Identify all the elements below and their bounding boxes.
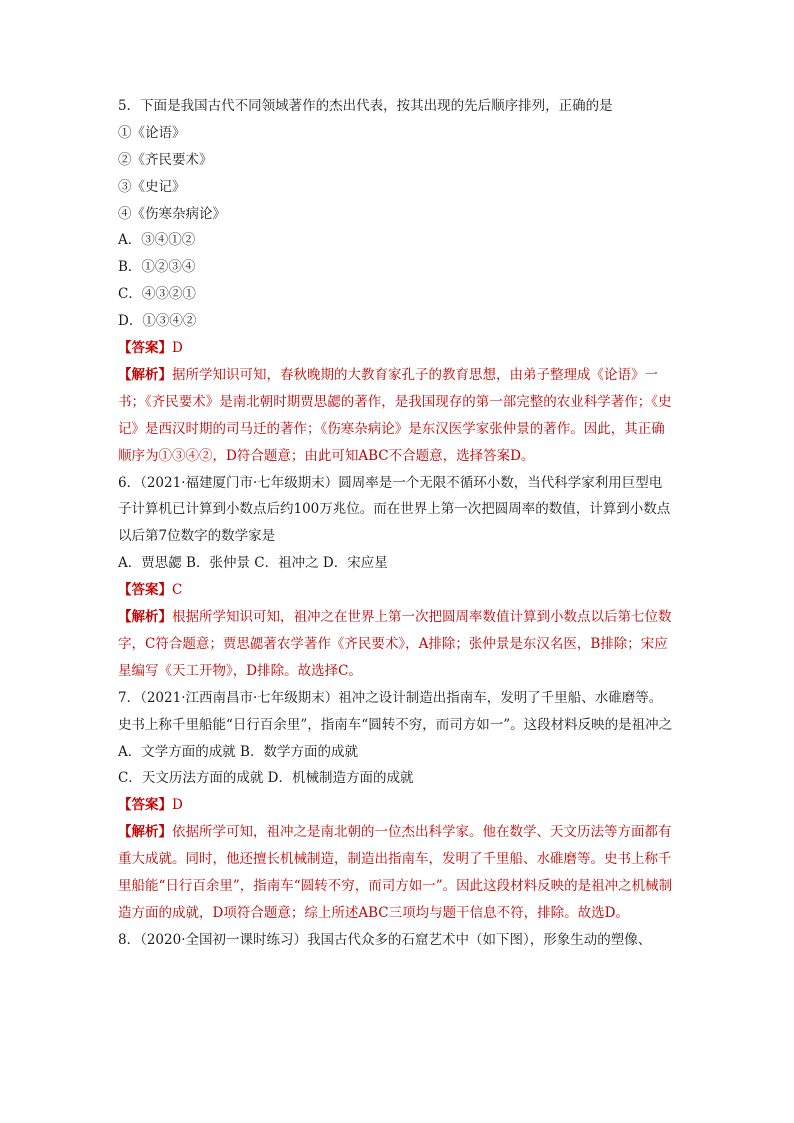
- question-5-item-3: ③《史记》: [118, 178, 186, 195]
- question-5-answer: [118, 335, 674, 362]
- question-5-option-c: C．④③②①: [118, 286, 196, 303]
- question-5-item-4: ④《伤寒杂病论》: [118, 205, 226, 222]
- question-5-option-a: A．③④①②: [118, 232, 196, 249]
- question-7-options-row-1: A．文学方面的成就 B．数学方面的成就: [118, 743, 358, 760]
- answer-tag: 【答案】: [118, 582, 172, 599]
- question-6-answer: [118, 577, 674, 604]
- question-5-item-1: ①《论语》: [118, 124, 186, 141]
- question-6-analysis: [118, 604, 674, 685]
- question-5-stem: 5．下面是我国古代不同领域著作的杰出代表，按其出现的先后顺序排列，正确的是: [118, 98, 613, 114]
- analysis-tag: 【解析】: [118, 366, 172, 383]
- question-content: [118, 93, 674, 954]
- analysis-tag: 【解析】: [118, 824, 172, 841]
- answer-value: C: [172, 582, 183, 599]
- question-5-item-2: ②《齐民要术》: [118, 151, 213, 168]
- question-7-options-row-2: C．天文历法方面的成就 D．机械制造方面的成就: [118, 770, 414, 787]
- analysis-text: 依据所学可知，祖冲之是南北朝的一位杰出科学家。他在数学、天文历法等方面都有重大成就。同时，他还擅长机械制造，制造出指南车，发明了千里船、水碓磨等。史书上称千里船能“日行百余里”，指南车“圆转不穷，而司方如一”。因此这段材料反映的是祖冲之机械制造方面的成就，D项符合题意；综上所述ABC三项均与题干信息不符，排除。故选D。: [118, 824, 673, 921]
- answer-tag: 【答案】: [118, 340, 172, 357]
- answer-value: D: [172, 340, 183, 357]
- question-7-analysis: [118, 819, 674, 927]
- question-5-analysis: [118, 362, 674, 470]
- analysis-tag: 【解析】: [118, 609, 172, 626]
- question-8-stem: 8．（2020·全国初一课时练习）我国古代众多的石窟艺术中（如下图），形象生动的塑像、: [118, 931, 652, 948]
- question-6-stem: 6．（2021·福建厦门市·七年级期末）圆周率是一个无限不循环小数，当代科学家利用巨型电子计算机已计算到小数点后约100万兆位。而在世界上第一次把圆周率的数值，计算到小数点以后第7位数字的数学家是: [118, 474, 671, 545]
- answer-tag: 【答案】: [118, 797, 172, 814]
- analysis-text: 据所学知识可知，春秋晚期的大教育家孔子的教育思想，由弟子整理成《论语》一书；《齐民要术》是南北朝时期贾思勰的著作，是我国现存的第一部完整的农业科学著作；《史记》是西汉时期的司马迁的著作；《伤寒杂病论》是东汉医学家张仲景的著作。因此，其正确顺序为①③④②，D符合题意；由此可知ABC不合题意，选择答案D。: [118, 366, 672, 464]
- question-7-stem: 7．（2021·江西南昌市·七年级期末）祖冲之设计制造出指南车，发明了千里船、水碓磨等。史书上称千里船能“日行百余里”，指南车“圆转不穷，而司方如一”。这段材料反映的是祖冲之: [118, 689, 673, 733]
- question-5-option-b: B．①②③④: [118, 259, 196, 276]
- question-5-option-d: D．①③④②: [118, 313, 197, 330]
- analysis-text: 根据所学知识可知，祖冲之在世界上第一次把圆周率数值计算到小数点以后第七位数字，C符合题意；贾思勰著农学著作《齐民要术》，A排除；张仲景是东汉名医，B排除；宋应星编写《天工开物》，D排除。故选择C。: [118, 609, 672, 679]
- question-6-options: A．贾思勰 B．张仲景 C．祖冲之 D．宋应星: [118, 555, 388, 572]
- question-7-answer: [118, 792, 674, 819]
- answer-value: D: [172, 797, 183, 814]
